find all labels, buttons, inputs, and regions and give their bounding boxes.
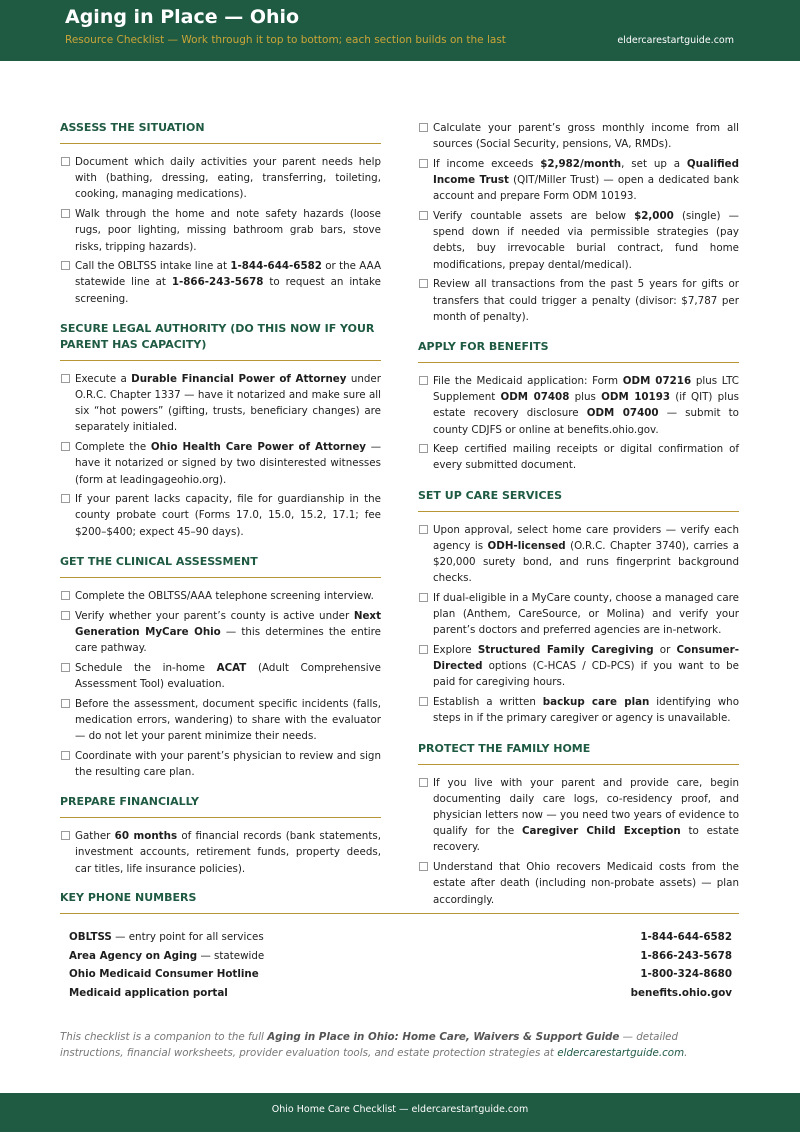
item-text: Walk through the home and note safety hazards (loose rugs, poor lighting, missing bathroom grab bars, stove risks, tripping hazards). xyxy=(75,208,381,253)
item-text: File the Medicaid application: Form xyxy=(433,374,623,387)
item-emphasis: Next Generation MyCare Ohio xyxy=(75,609,381,638)
item-text: to estate recovery. xyxy=(433,825,740,854)
item-text: , set up a xyxy=(621,157,687,170)
item-emphasis: ODM 07400 xyxy=(586,407,659,420)
checkbox[interactable] xyxy=(61,442,70,451)
note-text: . xyxy=(684,1047,688,1059)
header-site-link[interactable]: eldercarestartguide.com xyxy=(617,35,734,46)
phone-number[interactable]: 1-800-324-8680 xyxy=(640,968,732,980)
phone-service-name: OBLTSS xyxy=(69,931,112,943)
companion-note xyxy=(60,1029,739,1061)
checklist-section xyxy=(418,741,739,908)
phone-service-desc: — statewide xyxy=(197,949,265,962)
checklist-section xyxy=(418,339,739,474)
checklist xyxy=(418,775,739,908)
item-text: plus xyxy=(569,391,602,404)
item-text: — submit to county CDJFS or online at benefits.ohio.gov. xyxy=(433,407,739,436)
checklist-item xyxy=(418,775,739,856)
checklist-item xyxy=(418,120,739,152)
item-emphasis: ODM 07408 xyxy=(500,391,570,404)
checkbox[interactable] xyxy=(419,376,428,385)
checklist-item xyxy=(60,608,381,657)
page-subtitle: Resource Checklist — Work through it top to bottom; each section builds on the last xyxy=(65,34,506,46)
item-text: Complete the xyxy=(75,441,151,454)
phone-service-name: Ohio Medicaid Consumer Hotline xyxy=(69,968,259,980)
checkbox[interactable] xyxy=(61,591,70,600)
checkbox[interactable] xyxy=(419,645,428,654)
phone-number[interactable]: 1-866-243-5678 xyxy=(640,949,732,962)
right-column xyxy=(418,120,739,922)
item-text: Keep certified mailing receipts or digital confirmation of every submitted document. xyxy=(433,443,739,472)
checklist-item xyxy=(418,522,739,587)
item-text: of financial records (bank statements, investment accounts, retirement funds, property deeds, car titles, life insurance policies). xyxy=(75,830,382,875)
item-text: Call the OBLTSS intake line at xyxy=(75,260,231,273)
item-emphasis: $2,000 xyxy=(634,210,674,223)
item-emphasis: backup care plan xyxy=(542,696,650,709)
checklist xyxy=(418,522,739,727)
checklist-section xyxy=(60,120,381,307)
phone-service-desc: — entry point for all services xyxy=(111,931,264,943)
item-text: Understand that Ohio recovers Medicaid costs from the estate after death (including non-probate assets) — plan accordingly. xyxy=(433,861,739,906)
checklist-item xyxy=(60,371,381,436)
left-column xyxy=(60,120,381,891)
item-emphasis: 1-866-243-5678 xyxy=(171,276,264,289)
checkbox[interactable] xyxy=(61,831,70,840)
item-text: (Adult Comprehensive Assessment Tool) evaluation. xyxy=(75,661,381,690)
item-text: under O.R.C. Chapter 1337 — have it notarized and make sure all six “hot powers” (gifting, trusts, beneficiary changes) are separately initialed. xyxy=(75,372,381,434)
item-emphasis: ACAT xyxy=(216,661,247,674)
checkbox[interactable] xyxy=(61,699,70,708)
section-title: SECURE LEGAL AUTHORITY (DO THIS NOW IF YOUR PARENT HAS CAPACITY) xyxy=(60,321,381,361)
checklist-item xyxy=(418,208,739,273)
item-text: identifying who steps in if the primary caregiver or agency is unavailable. xyxy=(433,696,739,725)
checkbox[interactable] xyxy=(419,279,428,288)
phone-number[interactable]: 1-844-644-6582 xyxy=(640,931,732,943)
page-footer xyxy=(0,1093,800,1132)
phone-service-name: Area Agency on Aging xyxy=(69,949,198,962)
item-text: Before the assessment, document specific incidents (falls, medication errors, wandering) to share with the evaluator — do not let your parent minimize their needs. xyxy=(75,697,381,742)
item-text: plus LTC Supplement xyxy=(433,374,739,404)
item-emphasis: Qualified Income Trust xyxy=(433,157,739,187)
checklist-item xyxy=(60,491,381,540)
key-phone-numbers xyxy=(60,890,739,1002)
page-header xyxy=(0,0,800,61)
checklist-item xyxy=(418,642,739,691)
item-text: Complete the OBLTSS/AAA telephone screening interview. xyxy=(75,589,374,602)
footer-text: Ohio Home Care Checklist — eldercarestartguide.com xyxy=(271,1104,529,1115)
guide-title: Aging in Place in Ohio: Home Care, Waivers & Support Guide xyxy=(267,1031,620,1043)
checkbox[interactable] xyxy=(419,444,428,453)
checklist-section xyxy=(60,554,381,780)
phone-row xyxy=(60,965,739,984)
item-emphasis: Ohio Health Care Power of Attorney xyxy=(150,441,367,454)
item-emphasis: Consumer-Directed xyxy=(433,644,739,673)
phone-number[interactable]: benefits.ohio.gov xyxy=(630,986,732,999)
checklist-item xyxy=(60,828,381,877)
section-title: KEY PHONE NUMBERS xyxy=(60,890,739,914)
checkbox[interactable] xyxy=(419,123,428,132)
item-emphasis: ODM 10193 xyxy=(601,391,671,404)
checkbox[interactable] xyxy=(419,525,428,534)
checkbox[interactable] xyxy=(419,211,428,220)
item-emphasis: 1-844-644-6582 xyxy=(230,260,322,273)
checkbox[interactable] xyxy=(61,494,70,503)
section-title: GET THE CLINICAL ASSESSMENT xyxy=(60,554,381,578)
item-emphasis: 60 months xyxy=(114,830,178,843)
item-emphasis: Structured Family Caregiving xyxy=(477,644,654,657)
item-text: (if QIT) plus estate recovery disclosure xyxy=(433,391,739,420)
item-text: (O.R.C. Chapter 3740), carries a $20,000 surety bond, and runs fingerprint background checks. xyxy=(433,539,740,585)
checklist-item xyxy=(60,748,381,780)
checkbox[interactable] xyxy=(419,593,428,602)
checklist-item xyxy=(60,696,381,745)
checkbox[interactable] xyxy=(61,157,70,166)
item-emphasis: Durable Financial Power of Attorney xyxy=(131,372,347,385)
checklist-item xyxy=(60,258,381,307)
item-text: Establish a written xyxy=(433,696,543,709)
checkbox[interactable] xyxy=(61,751,70,760)
checklist-item xyxy=(418,156,739,205)
note-text: — detailed instructions, financial worksheets, provider evaluation tools, and estate protection strategies at xyxy=(60,1031,679,1059)
section-title: APPLY FOR BENEFITS xyxy=(418,339,739,363)
checkbox[interactable] xyxy=(61,261,70,270)
phone-row xyxy=(60,984,739,1003)
item-text: — this determines the entire care pathway. xyxy=(75,625,381,654)
item-text: Verify whether your parent’s county is active under xyxy=(75,609,354,622)
checklist-section xyxy=(418,488,739,727)
checkbox[interactable] xyxy=(419,697,428,706)
checkbox[interactable] xyxy=(419,778,428,787)
item-text: options (C-HCAS / CD-PCS) if you want to be paid for caregiving hours. xyxy=(433,660,739,689)
item-text: Coordinate with your parent’s physician to review and sign the resulting care plan. xyxy=(75,749,381,778)
phone-row xyxy=(60,928,739,947)
checklist xyxy=(60,588,381,780)
item-text: — have it notarized or signed by two disinterested witnesses (form at leadingageohio.org). xyxy=(75,441,381,486)
item-text: (single) — spend down if needed via permissible strategies (pay debts, buy irrevocable burial contract, fund home modifications, prepay dental/medical). xyxy=(433,210,739,271)
item-text: Upon approval, select home care providers — verify each agency is xyxy=(433,523,739,552)
checkbox[interactable] xyxy=(61,374,70,383)
checklist xyxy=(60,154,381,307)
checkbox[interactable] xyxy=(61,209,70,218)
section-title: ASSESS THE SITUATION xyxy=(60,120,381,144)
item-emphasis: $2,982/month xyxy=(540,157,622,170)
section-title: PREPARE FINANCIALLY xyxy=(60,794,381,818)
item-emphasis: Caregiver Child Exception xyxy=(522,825,681,838)
item-text: Schedule the in-home xyxy=(75,661,217,674)
item-text: to request an intake screening. xyxy=(75,276,381,305)
checklist-item xyxy=(418,694,739,726)
checklist-item xyxy=(60,660,381,692)
item-text: (QIT/Miller Trust) — open a dedicated bank account and prepare Form ODM 10193. xyxy=(433,174,739,203)
item-text: Execute a xyxy=(75,372,132,385)
checklist xyxy=(60,828,381,877)
section-title: SET UP CARE SERVICES xyxy=(418,488,739,512)
item-text: Calculate your parent’s gross monthly income from all sources (Social Security, pensions, VA, RMDs). xyxy=(433,122,739,151)
note-site-link[interactable]: eldercarestartguide.com xyxy=(557,1047,685,1059)
item-text: Verify countable assets are below xyxy=(433,210,635,223)
checkbox[interactable] xyxy=(61,611,70,620)
phone-row xyxy=(60,947,739,966)
item-emphasis: ODH-licensed xyxy=(487,539,566,552)
phone-service-name: Medicaid application portal xyxy=(69,986,228,999)
item-text: Explore xyxy=(433,644,478,657)
checklist-item xyxy=(60,439,381,488)
item-text: If your parent lacks capacity, file for guardianship in the county probate court (Forms 17.0, 15.0, 15.2, 17.1; fee $200–$400; expect 45–90 days). xyxy=(75,493,381,538)
checklist-item xyxy=(418,276,739,325)
checklist xyxy=(418,120,739,325)
item-text: Gather xyxy=(75,830,115,843)
checklist xyxy=(418,373,739,474)
item-text: If you live with your parent and provide care, begin documenting daily care logs, co-residency proof, and physician letters now — you need two years of evidence to qualify for the xyxy=(433,776,739,838)
checkbox[interactable] xyxy=(419,159,428,168)
checkbox[interactable] xyxy=(61,663,70,672)
section-title: PROTECT THE FAMILY HOME xyxy=(418,741,739,765)
checklist-item xyxy=(60,588,381,604)
note-text: This checklist is a companion to the full xyxy=(60,1031,268,1043)
checklist-item xyxy=(60,206,381,255)
page-title: Aging in Place — Ohio xyxy=(65,6,300,28)
item-text: Review all transactions from the past 5 years for gifts or transfers that could trigger a penalty (divisor: $7,787 per month of penalty). xyxy=(433,278,739,323)
checklist-item xyxy=(418,441,739,473)
checklist-item xyxy=(418,590,739,639)
item-text: Document which daily activities your parent needs help with (bathing, dressing, eating, transferring, toileting, cooking, managing medications). xyxy=(75,156,381,201)
checklist-section xyxy=(60,321,381,540)
checkbox[interactable] xyxy=(419,862,428,871)
item-text: or xyxy=(653,644,677,657)
item-emphasis: ODM 07216 xyxy=(622,374,692,387)
checklist xyxy=(60,371,381,540)
checklist-section xyxy=(60,794,381,877)
item-text: If income exceeds xyxy=(433,157,541,170)
checklist-item xyxy=(418,373,739,438)
item-text: If dual-eligible in a MyCare county, choose a managed care plan (Anthem, CareSource, or Molina) and verify your parent’s doctors and preferred agencies are in-network. xyxy=(433,591,739,637)
checklist-item xyxy=(60,154,381,203)
item-text: or the AAA statewide line at xyxy=(75,260,381,289)
